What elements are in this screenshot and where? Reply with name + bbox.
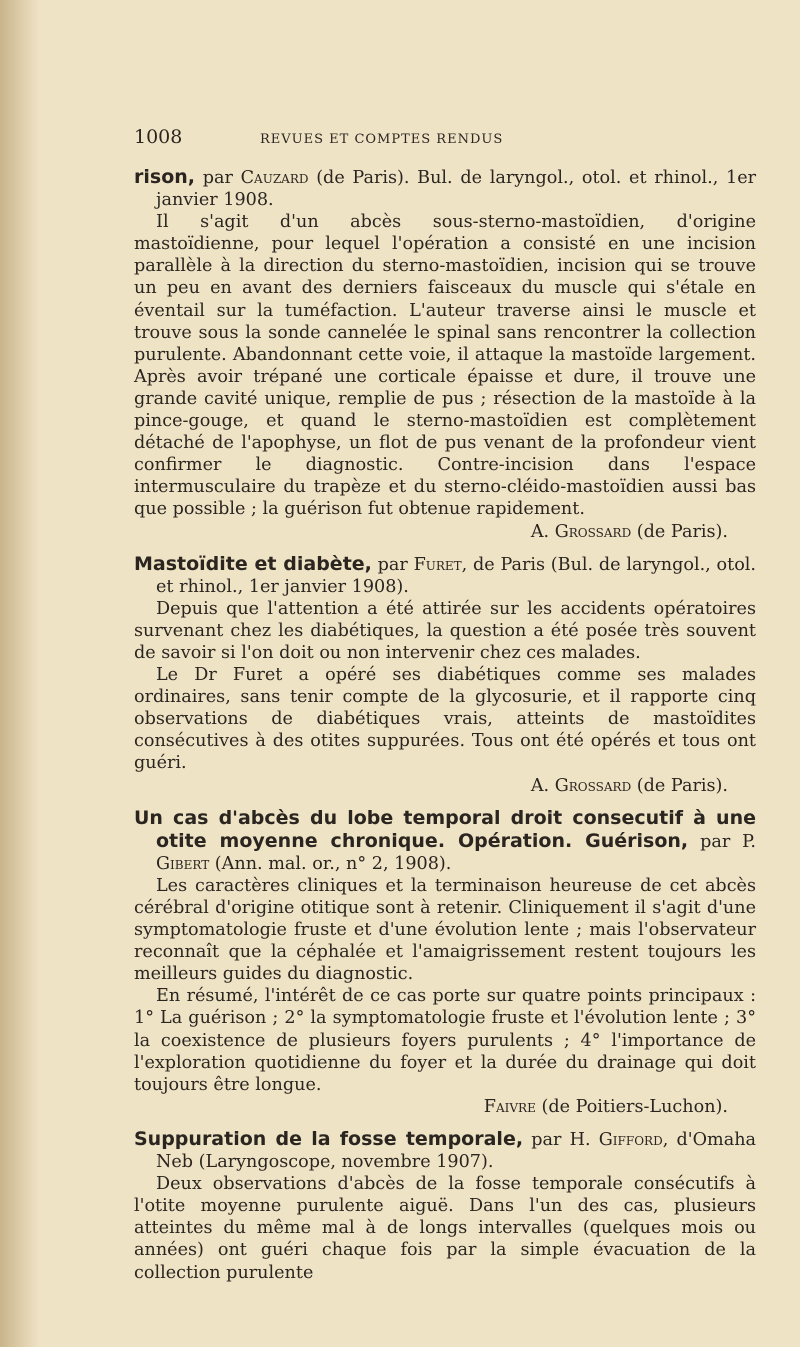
signature-name: A. Grossard bbox=[530, 521, 632, 542]
page-header bbox=[134, 126, 756, 152]
citation-source: (Ann. mal. or., n° 2, 1908). bbox=[214, 853, 452, 874]
article-paragraph: Le Dr Furet a opéré ses diabétiques comme ses malades ordinaires, sans tenir compte de la glycosurie, et il rapporte cinq observations de diabétiques vrais, atteints de mastoïdites consécutives à des otites suppurées. Tous ont été opérés et tous ont guéri. bbox=[134, 665, 756, 774]
article-title: rison, bbox=[134, 166, 195, 188]
citation-author-pre: par P. bbox=[700, 831, 757, 852]
article-paragraph: Deux observations d'abcès de la fosse temporale consécutifs à l'otite moyenne purulente aiguë. Dans l'un des cas, plusieurs atteintes du même mal à de longs intervalles (quelques mois ou années) ont guéri chaque fois par la simple évacuation de la collection purulente bbox=[134, 1174, 756, 1283]
article-paragraph: Depuis que l'attention a été attirée sur les accidents opératoires survenant chez les diabétiques, la question a été posée très souvent de savoir si l'on doit ou non intervenir chez ces malades. bbox=[134, 598, 756, 663]
article-paragraph: En résumé, l'intérêt de ce cas porte sur quatre points principaux : 1° La guérison ; 2° la symptomatologie fruste et l'évolution lente ; 3° la coexistence de plusieurs foyers purulents ; 4° l'importance de l'exploration quotidienne du foyer et la durée du drainage qui doit toujours être longue. bbox=[134, 986, 756, 1095]
signature-place: (de Paris). bbox=[636, 775, 728, 796]
article-4 bbox=[134, 1128, 756, 1284]
running-title: REVUES ET COMPTES RENDUS bbox=[260, 132, 504, 147]
signature-place: (de Poitiers-Luchon). bbox=[541, 1096, 728, 1117]
citation-author: Cauzard bbox=[240, 168, 309, 188]
article-title: Un cas d'abcès du lobe temporal droit consecutif à une otite moyenne chronique. Opération. Guérison, bbox=[134, 806, 756, 852]
article-title: Mastoïdite et diabète, bbox=[134, 552, 372, 575]
article-title: Suppuration de la fosse temporale, bbox=[134, 1127, 524, 1150]
signature-name: A. Grossard bbox=[530, 775, 632, 796]
article-1 bbox=[134, 166, 756, 543]
signature-name: Faivre bbox=[483, 1096, 536, 1117]
article-heading bbox=[134, 1128, 756, 1173]
article-3 bbox=[134, 807, 756, 1118]
citation-author: Gifford, bbox=[598, 1129, 669, 1150]
page-number: 1008 bbox=[134, 126, 183, 148]
citation-author: Gibert bbox=[156, 853, 210, 874]
citation-author-pre: par bbox=[377, 554, 408, 575]
citation-source: de Paris (Bul. de laryngol., otol. et rhinol., 1er janvier 1908). bbox=[156, 554, 757, 597]
article-signature bbox=[134, 1096, 756, 1118]
article-paragraph: Il s'agit d'un abcès sous-sterno-mastoïdien, d'origine mastoïdienne, pour lequel l'opération a consisté en une incision parallèle à la direction du sterno-mastoïdien, incision qui se trouve un peu en avant des derniers faisceaux du muscle qui s'étale en éventail sur la tuméfaction. L'auteur traverse ainsi le muscle et trouve sous la sonde cannelée le spinal sans rencontrer la collection purulente. Abandonnant cette voie, il attaque la mastoïde largement. Après avoir trépané une corticale épaisse et dure, il trouve une grande cavité unique, remplie de pus ; résection de la mastoïde à la pince-gouge, et quand le sterno-mastoïdien est complètement détaché de l'apophyse, un flot de pus venant de la profondeur vient confirmer le diagnostic. Contre-incision dans l'espace intermusculaire du trapèze et du sterno-cléido-mastoïdien aussi bas que possible ; la guérison fut obtenue rapidement. bbox=[134, 212, 756, 520]
citation-source: (de Paris). Bul. de laryngol., otol. et rhinol., 1er janvier 1908. bbox=[156, 168, 757, 211]
page bbox=[134, 126, 756, 1284]
article-heading bbox=[134, 166, 756, 211]
article-heading bbox=[134, 553, 756, 598]
article-heading bbox=[134, 807, 756, 875]
citation-author-pre: par H. bbox=[531, 1129, 591, 1150]
article-signature bbox=[134, 521, 756, 543]
signature-place: (de Paris). bbox=[636, 521, 728, 542]
article-2 bbox=[134, 553, 756, 797]
citation-author: Furet, bbox=[413, 554, 468, 575]
citation-author-pre: par bbox=[202, 168, 233, 188]
citation-source: d'Omaha Neb (Laryngoscope, novembre 1907). bbox=[156, 1129, 757, 1173]
page-edge-shadow bbox=[0, 0, 40, 1347]
article-signature bbox=[134, 775, 756, 797]
article-paragraph: Les caractères cliniques et la terminaison heureuse de cet abcès cérébral d'origine otitique sont à retenir. Cliniquement il s'agit d'une symptomatologie fruste et d'une évolution lente ; mais l'observateur reconnaît que la céphalée et l'amaigrissement restent toujours les meilleurs guides du diagnostic. bbox=[134, 875, 756, 985]
